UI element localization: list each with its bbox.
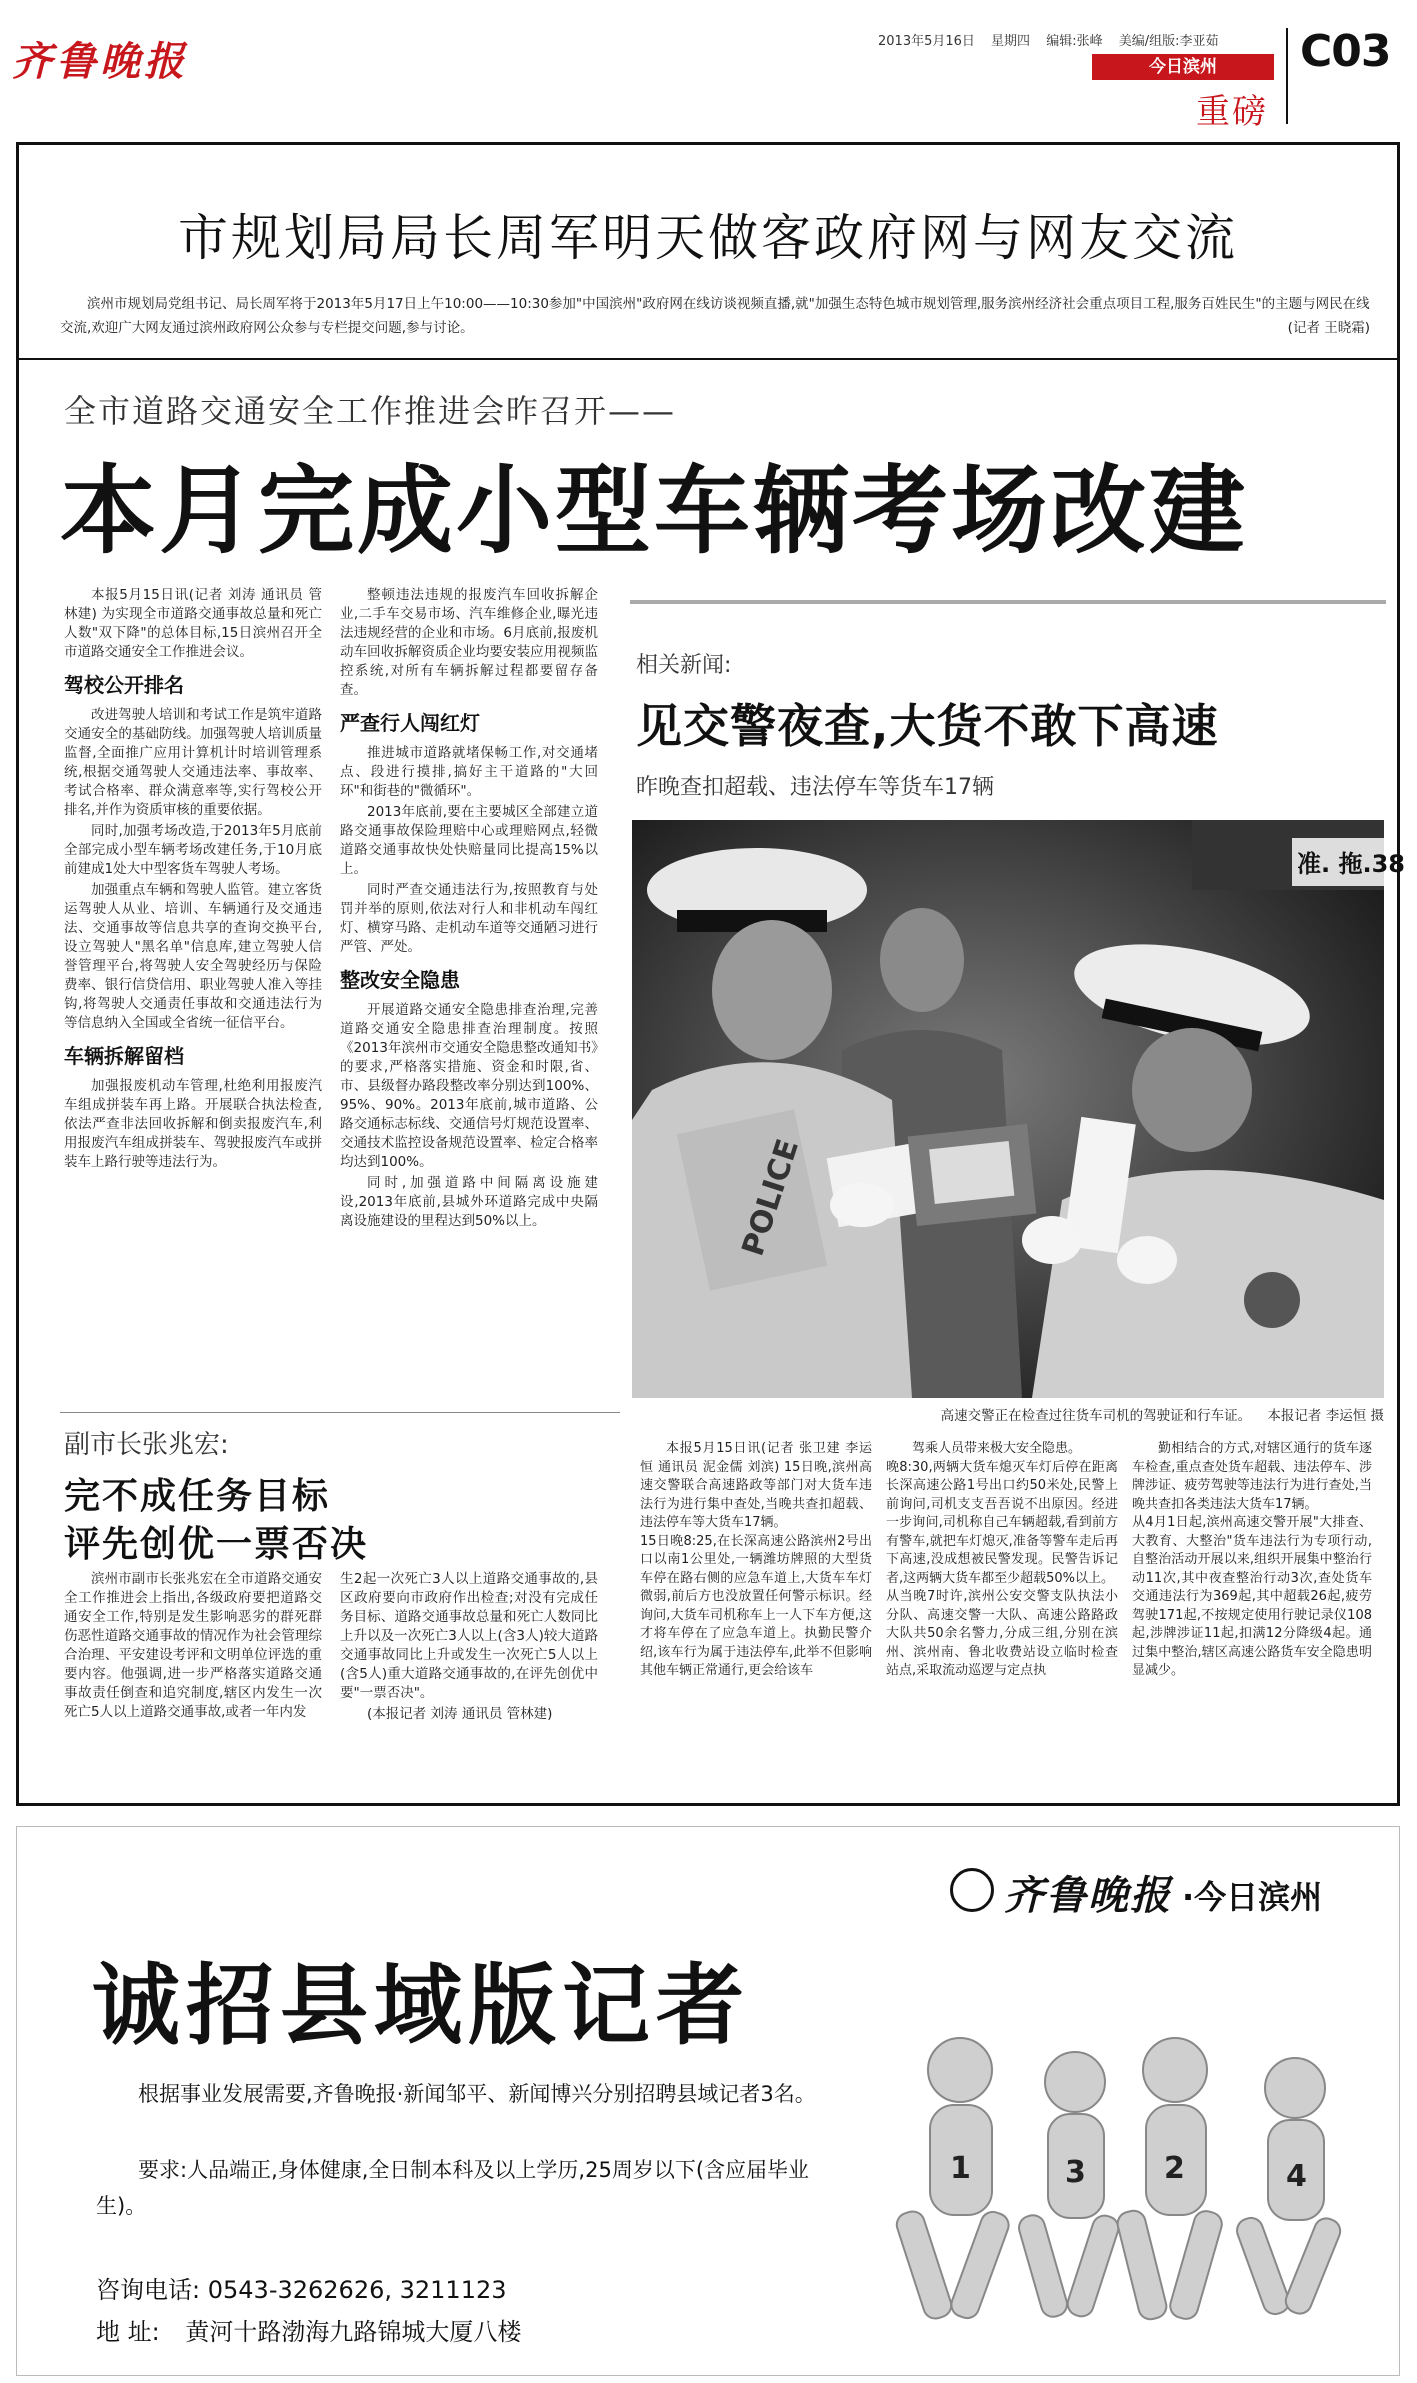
ad-address <box>96 2312 521 2347</box>
police-photo <box>632 820 1405 1398</box>
ad-para2: 要求:人品端正,身体健康,全日制本科及以上学历,25周岁以下(含应届毕业生)。 <box>96 2158 810 2218</box>
police-vest-text: POLICE <box>735 1135 807 1261</box>
truck-plate-text: 准. 拖.38 <box>1297 850 1405 878</box>
related-col2: 驾乘人员带来极大安全隐患。 晚8:30,两辆大货车熄灭车灯后停在距离长深高速公路1号出口约50米处,民警上前询问,司机支支吾吾说不出原因。经进一步询问,司机称自己车辆超载,看到前方有警车,就把车灯熄灭,准备等警车走后再下高速,没成想被民警发现。民警告诉记者,这两辆大货车都至少超载50%以上。 从当晚7时许,滨州公安交警支队执法小分队、高速交警一大队、高速公路路政大队共50余名警力,分成三组,分别在滨州、滨州南、鲁北收费站设立临时检查站点,采取流动巡逻与定点执 <box>886 1441 1118 1678</box>
header-divider <box>1286 28 1288 124</box>
police-photo-illustration <box>632 820 1405 1398</box>
top-story-text: 滨州市规划局党组书记、局长周军将于2013年5月17日上午10:00——10:30参加"中国滨州"政府网在线访谈视频直播,就"加强生态特色城市规划管理,服务滨州经济社会重点项目工程,服务百姓民生"的主题与网民在线交流,欢迎广大网友通过滨州政府网公众参与专栏提交问题,参与讨论。 <box>60 296 1370 336</box>
address-label: 地 址: <box>96 2318 160 2346</box>
paragraph: 2013年底前,要在主要城区全部建立道路交通事故保险理赔中心或理赔网点,轻微道路交通事故快处快赔量同比提高15%以上。 <box>340 804 598 877</box>
newspaper-logo: 齐鲁晚报 <box>12 38 188 85</box>
phone-value: 0543-3262626, 3211123 <box>207 2276 507 2304</box>
main-story-kicker: 全市道路交通安全工作推进会昨召开—— <box>64 392 677 430</box>
page-code: C03 <box>1300 26 1391 77</box>
paragraph: 同时,加强考场改造,于2013年5月底前全部完成小型车辆考场改建任务,于10月底前建成1处大中型客货车驾驶人考场。 <box>64 823 322 877</box>
related-subhead: 昨晚查扣超载、违法停车等货车17辆 <box>636 775 994 800</box>
paragraph: 推进城市道路就堵保畅工作,对交通堵点、段进行摸排,搞好主干道路的"大回环"和街巷的"微循环"。 <box>340 745 598 799</box>
ad-logo: 齐鲁晚报 <box>1004 1872 1172 1919</box>
paragraph: 同时严查交通违法行为,按照教育与处罚并举的原则,依法对行人和非机动车闯红灯、横穿马路、走机动车道等交通陋习进行严管、严处。 <box>340 882 598 955</box>
paragraph: 加强重点车辆和驾驶人监管。建立客货运驾驶人从业、培训、车辆通行及交通违法、交通事故等信息共享的查询交换平台,设立驾驶人"黑名单"信息库,建立驾驶人信誉管理平台,将驾驶人安全驾驶经历与保险费率、银行信贷信用、职业驾驶人准入等挂钩,将驾驶人交通责任事故和交通违法行为等信息纳入全国或全省统一征信平台。 <box>64 882 322 1031</box>
paragraph: 生2起一次死亡3人以上道路交通事故的,县区政府要向市政府作出检查;对没有完成任务目标、道路交通事故总量和死亡人数同比上升以及一次死亡3人以上(含3人)较大道路交通事故同比上升或发生一次死亡5人以上(含5人)重大道路交通事故的,在评先创优中要"一票否决"。 <box>340 1571 598 1701</box>
related-rule <box>630 600 1386 604</box>
editor-text: 编辑:张峰 <box>1046 34 1103 49</box>
section-name: 重磅 <box>1196 92 1268 132</box>
top-story-body <box>60 292 1370 340</box>
date-text: 2013年5月16日 <box>878 34 975 49</box>
phone-label: 咨询电话: <box>96 2276 201 2304</box>
paragraph: 本报5月15日讯(记者 刘涛 通讯员 管林建) 为实现全市道路交通事故总量和死亡人数"双下降"的总体目标,15日滨州召开全市道路交通安全工作推进会议。 <box>64 587 322 660</box>
main-story-headline: 本月完成小型车辆考场改建 <box>60 455 1248 567</box>
paragraph: 滨州市副市长张兆宏在全市道路交通安全工作推进会上指出,各级政府要把道路交通安全工作,特别是发生影响恶劣的群死群伤恶性道路交通事故的情况作为社会管理综合治理、平安建设考评和文明单位评选的重要内容。他强调,进一步严格落实道路交通事故责任倒查和追究制度,辖区内发生一次死亡5人以上道路交通事故,或者一年内发 <box>64 1571 322 1720</box>
caption-text: 高速交警正在检查过往货车司机的驾驶证和行车证。 <box>940 1408 1252 1424</box>
main-story-col2 <box>340 586 598 1233</box>
paragraph: 同时,加强道路中间隔离设施建设,2013年底前,县城外环道路完成中央隔离设施建设的里程达到50%以上。 <box>340 1175 598 1229</box>
paragraph: 改进驾驶人培训和考试工作是筑牢道路交通安全的基础防线。加强驾驶人培训质量监督,全面推广应用计算机计时培训管理系统,根据交通驾驶人交通违法率、事故率、考试合格率、群众满意率等,实行驾校公开排名,并作为资质审核的重要依据。 <box>64 707 322 818</box>
related-label: 相关新闻: <box>636 653 732 678</box>
top-story-byline: (记者 王晓霜) <box>1287 320 1370 336</box>
subhead-vehicle-dismantle: 车辆拆解留档 <box>64 1044 184 1068</box>
runner-number: 1 <box>950 2151 971 2186</box>
sub-story-headline-1: 完不成任务目标 <box>64 1476 331 1517</box>
issue-date <box>878 30 1219 49</box>
design-text: 美编/组版:李亚茹 <box>1118 34 1219 49</box>
paragraph: 加强报废机动车管理,杜绝利用报废汽车组成拼装车再上路。开展联合执法检查,依法严查非法回收拆解和倒卖报废汽车,利用报废汽车组成拼装车、驾驶报废汽车或拼装车上路行驶等违法行为。 <box>64 1078 322 1170</box>
subhead-hazards: 整改安全隐患 <box>340 968 460 992</box>
related-col3: 勤相结合的方式,对辖区通行的货车逐车检查,重点查处货车超载、违法停车、涉牌涉证、疲劳驾驶等违法行为进行查处,当晚共查扣各类违法大货车17辆。 从4月1日起,滨州高速交警开展"大排查、大教育、大整治"货车违法行为专项行动,自整治活动开展以来,组织开展集中整治行动11次,其中夜查整治行动3次,查处货车交通违法行为369起,其中超载26起,疲劳驾驶171起,不按规定使用行驶记录仪108起,涉牌涉证11起,扣满12分降级4起。通过集中整治,辖区高速公路货车安全隐患明显减少。 <box>1132 1441 1372 1678</box>
top-story-headline: 市规划局局长周军明天做客政府网与网友交流 <box>178 209 1238 267</box>
ad-para1: 根据事业发展需要,齐鲁晚报·新闻邹平、新闻博兴分别招聘县域记者3名。 <box>138 2082 816 2106</box>
paragraph: 开展道路交通安全隐患排查治理,完善道路交通安全隐患排查治理制度。按照《2013年滨州市交通安全隐患整改通知书》的要求,严格落实措施、资金和时限,省、市、县级督办路段整改率分别达到100%、95%、90%。2013年底前,城市道路、公路交通标志标线、交通信号灯规范设置率、交通技术监控设备规范设置率、检定合格率均达到100%。 <box>340 1002 598 1170</box>
address-value: 黄河十路渤海九路锦城大厦八楼 <box>185 2318 522 2346</box>
section-rule <box>16 358 1400 360</box>
sub-story-col2 <box>340 1570 598 1726</box>
related-col1: 本报5月15日讯(记者 张卫建 李运恒 通讯员 泥金儒 刘滨) 15日晚,滨州高速交警联合高速路政等部门对大货车违法行为进行集中查处,当晚共查扣超载、违法停车等大货车17辆。 15日晚8:25,在长深高速公路滨州2号出口以南1公里处,一辆潍坊牌照的大型货车停在路右侧的应急车道上,大货车车灯微弱,前后方也没放置任何警示标识。经询问,大货车司机称车上一人下车方便,这才将车停在了应急车道上。执勤民警介绍,该车行为属于违法停车,此举不但影响其他车辆正常通行,更会给该车 <box>640 1441 872 1678</box>
sub-story-byline: (本报记者 刘涛 通讯员 管林建) <box>367 1706 553 1722</box>
main-story-col1 <box>64 586 322 1174</box>
sub-story-kicker: 副市长张兆宏: <box>64 1430 229 1460</box>
photo-caption <box>632 1404 1384 1424</box>
runner-number: 2 <box>1164 2151 1185 2186</box>
section-tag: 今日滨州 <box>1092 54 1274 80</box>
related-headline: 见交警夜查,大货不敢下高速 <box>636 699 1219 753</box>
weekday-text: 星期四 <box>991 34 1031 49</box>
runner-number: 3 <box>1065 2155 1086 2190</box>
ad-logo-mark <box>950 1868 994 1912</box>
sub-story-headline-2: 评先创优一票否决 <box>64 1524 369 1565</box>
paragraph: 整顿违法违规的报废汽车回收拆解企业,二手车交易市场、汽车维修企业,曝光违法违规经营的企业和市场。6月底前,报废机动车回收拆解资质企业均要安装应用视频监控系统,对所有车辆拆解过程都要留存备查。 <box>340 587 598 698</box>
ad-headline: 诚招县域版记者 <box>92 1953 751 2057</box>
subhead-red-light: 严查行人闯红灯 <box>340 711 480 735</box>
sub-story-rule <box>60 1412 620 1413</box>
ad-phone <box>96 2270 507 2305</box>
ad-logo-suffix: ·今日滨州 <box>1182 1878 1323 1916</box>
sub-story-col1 <box>64 1570 322 1724</box>
runner-figures-illustration <box>900 2010 1390 2370</box>
subhead-driving-school: 驾校公开排名 <box>64 673 184 697</box>
runner-number: 4 <box>1286 2159 1307 2194</box>
caption-credit: 本报记者 李运恒 摄 <box>1267 1408 1384 1424</box>
